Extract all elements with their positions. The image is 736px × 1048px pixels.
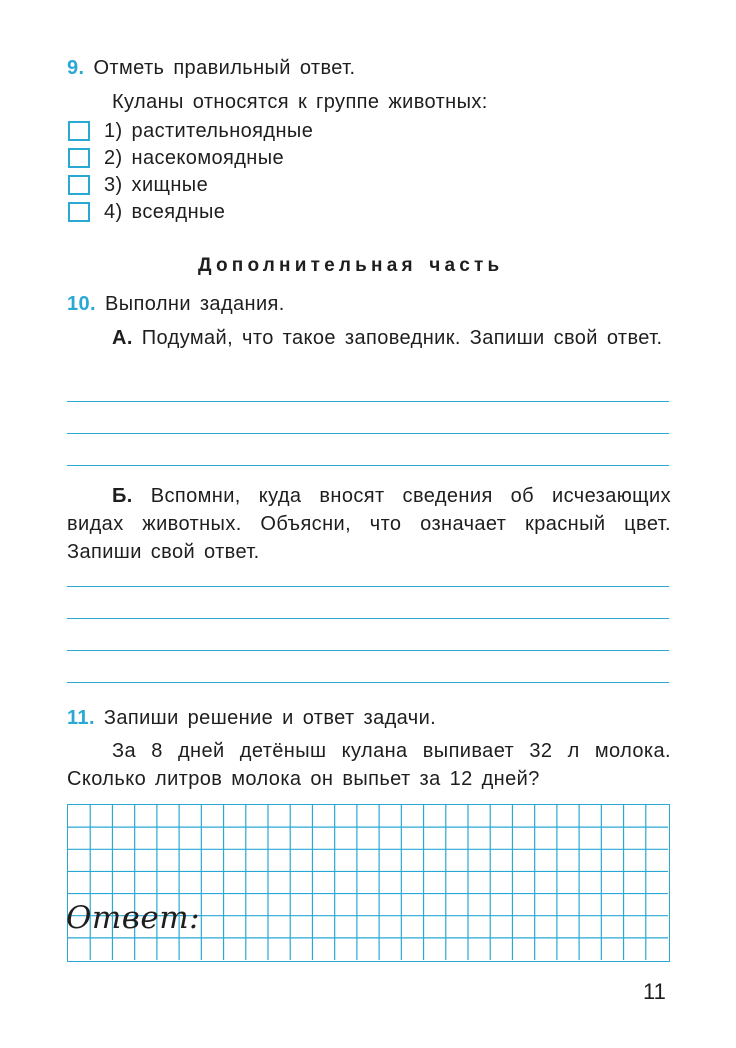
option-2-checkbox[interactable]: [68, 148, 90, 168]
task11-number: 11.: [67, 707, 95, 729]
page-number: 11: [643, 979, 666, 1004]
task10-a-text: Подумай, что такое заповедник. Запиши свой ответ.: [141, 327, 663, 349]
option-1-checkbox[interactable]: [68, 121, 90, 141]
task9-question: Куланы относятся к группе животных:: [112, 91, 488, 113]
task9-number: 9.: [67, 57, 85, 79]
task11-instruction: Запиши решение и ответ задачи.: [103, 707, 437, 729]
task10-instruction: Выполни задания.: [104, 293, 285, 315]
option-4-label: 4) всеядные: [104, 201, 226, 223]
option-3-checkbox[interactable]: [68, 175, 90, 195]
answer-line[interactable]: [67, 650, 669, 651]
task10-a: [67, 324, 669, 352]
option-1-label: 1) растительноядные: [104, 120, 314, 142]
task10-number: 10.: [67, 293, 97, 315]
section-title: Дополнительная часть: [198, 255, 504, 276]
solution-grid[interactable]: [67, 804, 670, 962]
grid-lines: [68, 805, 668, 960]
task10-b-text: Вспомни, куда вносят сведения об исчезающих видах животных. Объясни, что означает красный цвет. Запиши свой ответ.: [67, 485, 671, 563]
answer-line[interactable]: [67, 586, 669, 587]
task9-instruction: Отметь правильный ответ.: [93, 57, 356, 79]
answer-line[interactable]: [67, 465, 669, 466]
answer-line[interactable]: [67, 401, 669, 402]
answer-label: Ответ:: [66, 900, 201, 936]
option-4-checkbox[interactable]: [68, 202, 90, 222]
task10-header: [67, 290, 285, 318]
task10-a-letter: А.: [112, 327, 133, 349]
option-3-label: 3) хищные: [104, 174, 209, 196]
task9-header: [67, 54, 355, 82]
answer-line[interactable]: [67, 682, 669, 683]
task11-header: [67, 704, 436, 732]
option-2-label: 2) насекомоядные: [104, 147, 285, 169]
answer-line[interactable]: [67, 618, 669, 619]
task11-problem: За 8 дней детёныш кулана выпивает 32 л молока. Сколько литров молока он выпьет за 12 дней?: [67, 740, 671, 790]
task10-b: [67, 482, 671, 566]
answer-line[interactable]: [67, 433, 669, 434]
task10-b-letter: Б.: [112, 485, 133, 507]
